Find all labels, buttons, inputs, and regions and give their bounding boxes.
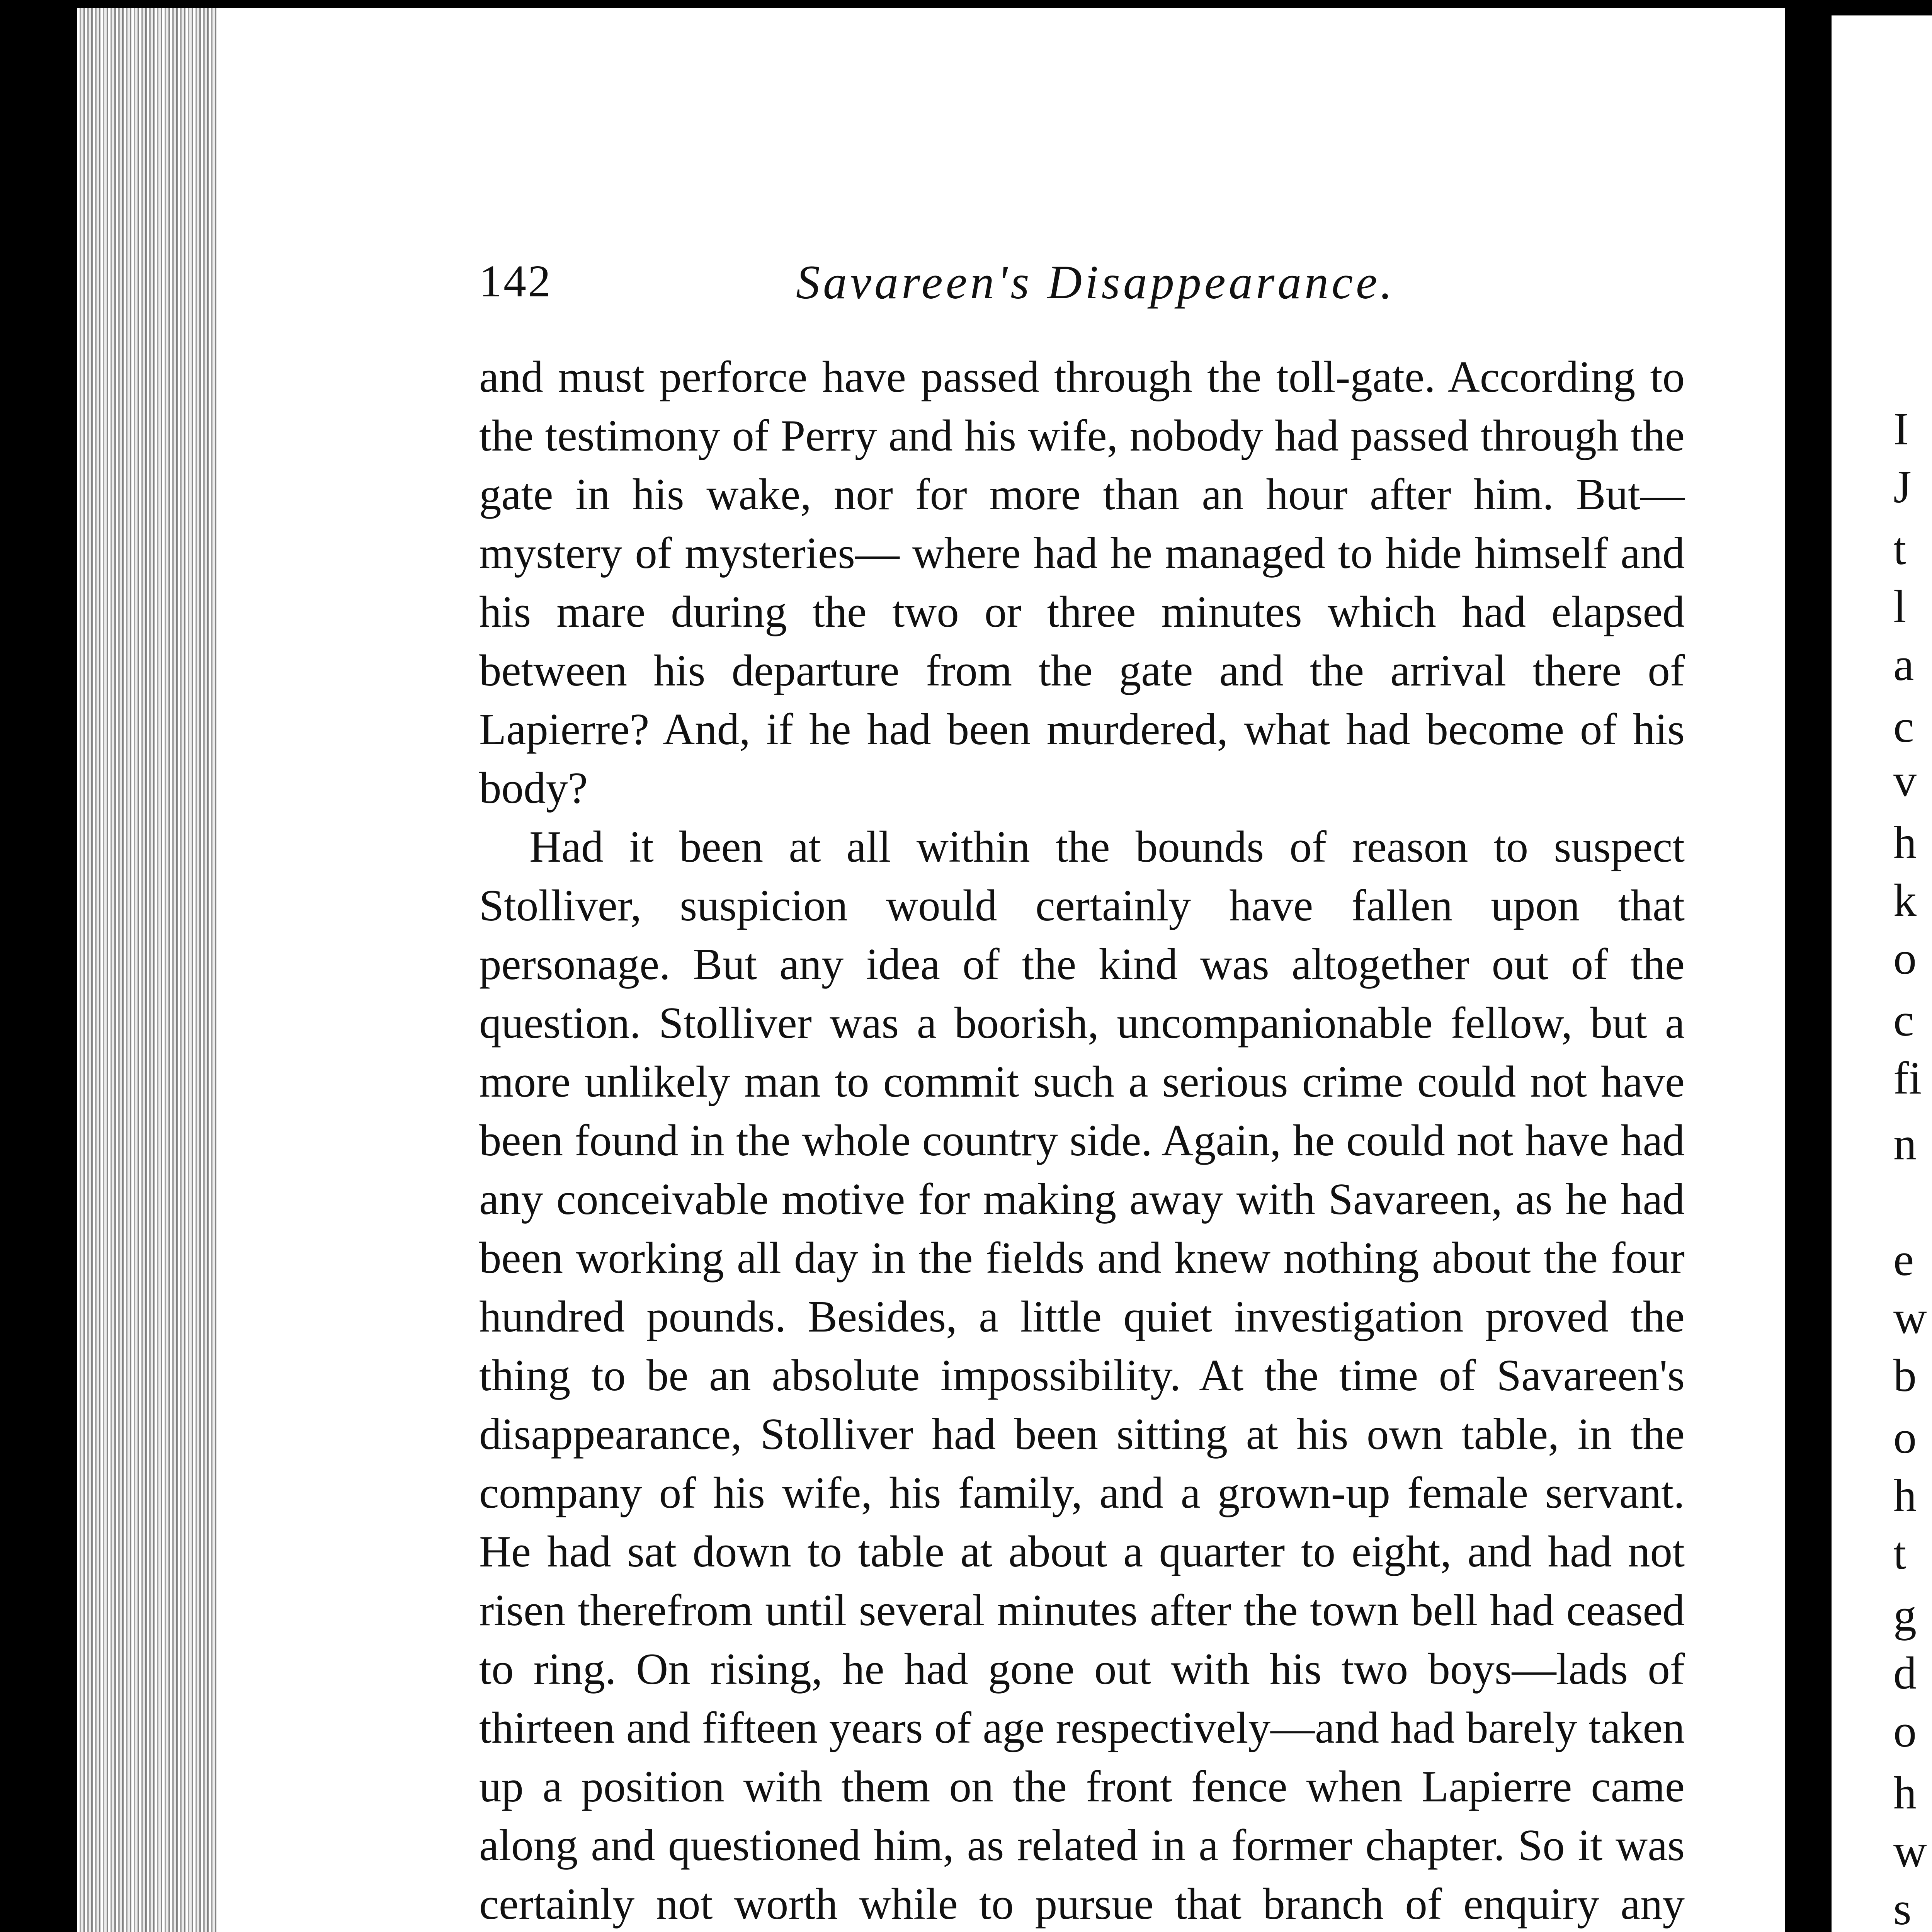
facing-letter: o	[1893, 1705, 1917, 1757]
facing-letter: fi	[1893, 1052, 1922, 1104]
facing-letter: J	[1893, 461, 1912, 512]
facing-letter: s	[1893, 1883, 1912, 1932]
facing-letter: w	[1893, 1825, 1927, 1876]
page-edges	[77, 8, 219, 1932]
book-gutter	[1785, 0, 1832, 1932]
facing-letter: h	[1893, 1767, 1917, 1818]
facing-letter: c	[1893, 994, 1914, 1046]
facing-letter: d	[1893, 1647, 1917, 1699]
facing-letter: a	[1893, 639, 1914, 690]
paragraph: Had it been at all within the bounds of reason to suspect Stolliver, suspicion would certainly have fallen upon that personage. But any idea of the kind was altogether out of the question. Stolliver was a boorish, uncompanionable fellow, but a more unlikely man to commit such a serious crime could not have been found in the whole country side. Again, he could not have had any conceivable motive for making away with Savareen, as he had been working all day in the fields and knew nothing about the four hundred pounds. Besides, a little quiet investigation proved the thing to be an absolute impossibility. At the time of Savareen's disappearance, Stolliver had been sitting at his own table, in the company of his wife, his family, and a grown-up female servant. He had sat down to table at about a quarter to eight, and had not risen therefrom until several minutes after the town bell had ceased to ring. On rising, he had gone out with his two boys—lads of thirteen and fifteen years of age respectively—and had barely taken up a position with them on the front fence when Lapierre came along and questioned him, as related in a former chapter. So it was certainly not worth while to pursue that branch of enquiry any	[479, 822, 1685, 1929]
facing-page	[1832, 15, 1932, 1932]
facing-letter: w	[1893, 1292, 1927, 1343]
facing-letter: n	[1893, 1118, 1917, 1169]
facing-letter: e	[1893, 1234, 1914, 1285]
facing-letter: l	[1893, 581, 1906, 632]
facing-letter: c	[1893, 701, 1914, 752]
facing-letter: I	[1893, 403, 1909, 454]
running-header	[479, 255, 1685, 317]
body-text	[479, 348, 1685, 1932]
paragraph: and must perforce have passed through the toll-gate. According to the testimony of Perry and his wife, nobody had passed through the gate in his wake, nor for more than an hour after him. But—mystery of mysteries— where had he managed to hide himself and his mare during the two or three minutes which had elapsed between his departure from the gate and the arrival there of Lapierre? And, if he had been murdered, what had become of his body?	[479, 352, 1685, 813]
facing-letter: b	[1893, 1350, 1917, 1401]
facing-letter: h	[1893, 1469, 1917, 1521]
facing-letter: h	[1893, 816, 1917, 868]
facing-letter: t	[1893, 1527, 1906, 1579]
facing-letter: k	[1893, 874, 1917, 926]
page-number: 142	[479, 256, 552, 306]
facing-letter: g	[1893, 1589, 1917, 1641]
running-title: Savareen's Disappearance.	[796, 256, 1396, 309]
facing-letter: o	[1893, 932, 1917, 984]
facing-letter: o	[1893, 1412, 1917, 1463]
facing-letter: t	[1893, 523, 1906, 574]
facing-letter: v	[1893, 755, 1917, 806]
